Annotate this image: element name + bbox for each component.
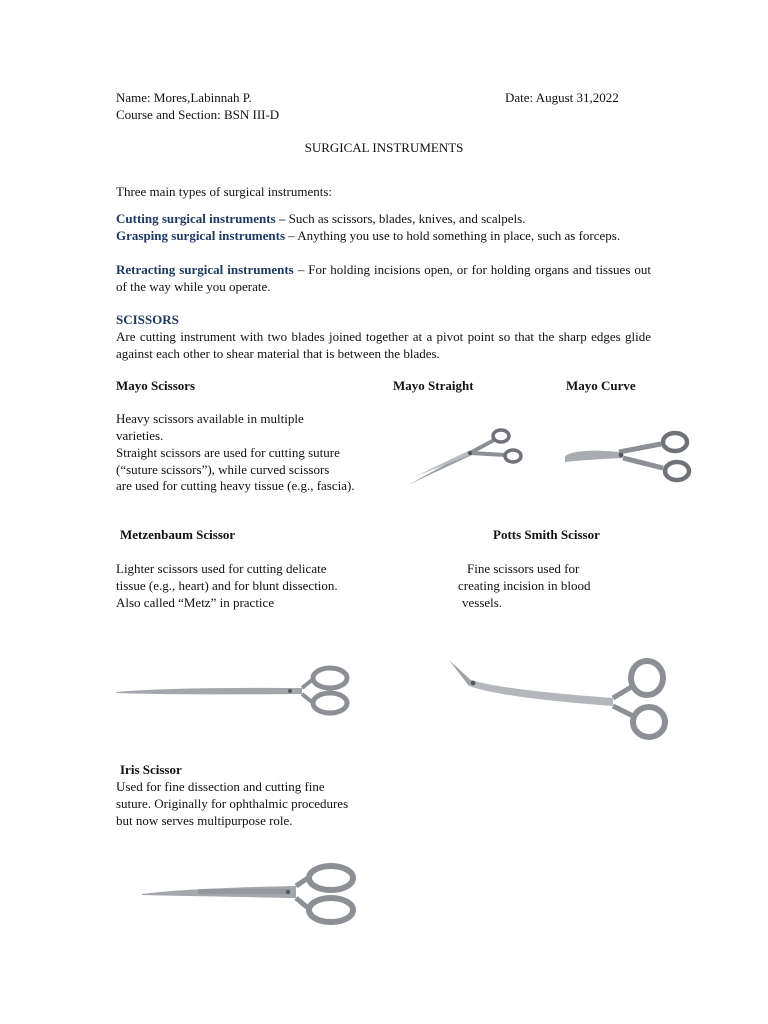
mayo-line-1: Heavy scissors available in multiple [116, 411, 304, 426]
metzenbaum-title: Metzenbaum Scissor [120, 527, 236, 542]
potts-title: Potts Smith Scissor [493, 527, 600, 542]
iris-title: Iris Scissor [120, 762, 182, 777]
type-cutting-desc: Such as scissors, blades, knives, and scalpels. [285, 211, 526, 226]
type-cutting [116, 210, 651, 227]
mayo-curve-scissors-drawing [557, 410, 707, 494]
mayo-line-4: (“suture scissors”), while curved scissors [116, 462, 330, 477]
mayo-straight-image [400, 405, 538, 497]
mayo-straight-scissors-drawing [400, 405, 538, 497]
type-retracting-term: Retracting surgical instruments [116, 262, 294, 277]
mayo-curve-label: Mayo Curve [566, 378, 636, 393]
metzenbaum-image [112, 660, 362, 720]
metzenbaum-line-1: Lighter scissors used for cutting delicate [116, 561, 327, 576]
scissors-definition: Are cutting instrument with two blades joined together at a pivot point so that the sharp edges glide against each other to shear material that is between the blades. [116, 329, 651, 361]
mayo-line-3: Straight scissors are used for cutting suture [116, 445, 340, 460]
metzenbaum-scissors-drawing [112, 660, 362, 720]
type-retracting-desc: – For holding incisions open, or for holding organs and tissues out of the way while you operate. [116, 262, 651, 294]
mayo-title: Mayo Scissors [116, 378, 196, 393]
type-grasping-term: Grasping surgical instruments [116, 228, 286, 243]
type-retracting [116, 261, 651, 295]
potts-line-1: Fine scissors used for [467, 561, 580, 576]
page-title: SURGICAL INSTRUMENTS [304, 140, 464, 155]
potts-scissors-drawing [443, 650, 673, 740]
potts-image [443, 650, 673, 740]
iris-line-3: but now serves multipurpose role. [116, 813, 293, 828]
potts-line-2: creating incision in blood [458, 578, 591, 593]
metzenbaum-line-2: tissue (e.g., heart) and for blunt dissection. [116, 578, 338, 593]
type-grasping [116, 227, 651, 244]
scissors-heading: SCISSORS [116, 312, 179, 327]
document-date: Date: August 31,2022 [505, 90, 619, 105]
mayo-straight-label: Mayo Straight [393, 378, 474, 393]
iris-scissors-drawing [138, 858, 366, 934]
mayo-line-5: are used for cutting heavy tissue (e.g., fascia). [116, 478, 355, 493]
iris-line-1: Used for fine dissection and cutting fine [116, 779, 325, 794]
mayo-line-2: varieties. [116, 428, 164, 443]
student-name: Name: Mores,Labinnah P. [116, 90, 252, 105]
type-grasping-desc: – Anything you use to hold something in place, such as forceps. [285, 228, 621, 243]
mayo-curve-image [557, 410, 707, 494]
potts-line-3: vessels. [462, 595, 503, 610]
course-section: Course and Section: BSN III-D [116, 107, 280, 122]
intro-text: Three main types of surgical instruments: [116, 184, 333, 199]
iris-line-2: suture. Originally for ophthalmic procedures [116, 796, 349, 811]
iris-image [138, 858, 366, 934]
metzenbaum-line-3: Also called “Metz” in practice [116, 595, 275, 610]
type-cutting-term: Cutting surgical instruments – [116, 211, 286, 226]
